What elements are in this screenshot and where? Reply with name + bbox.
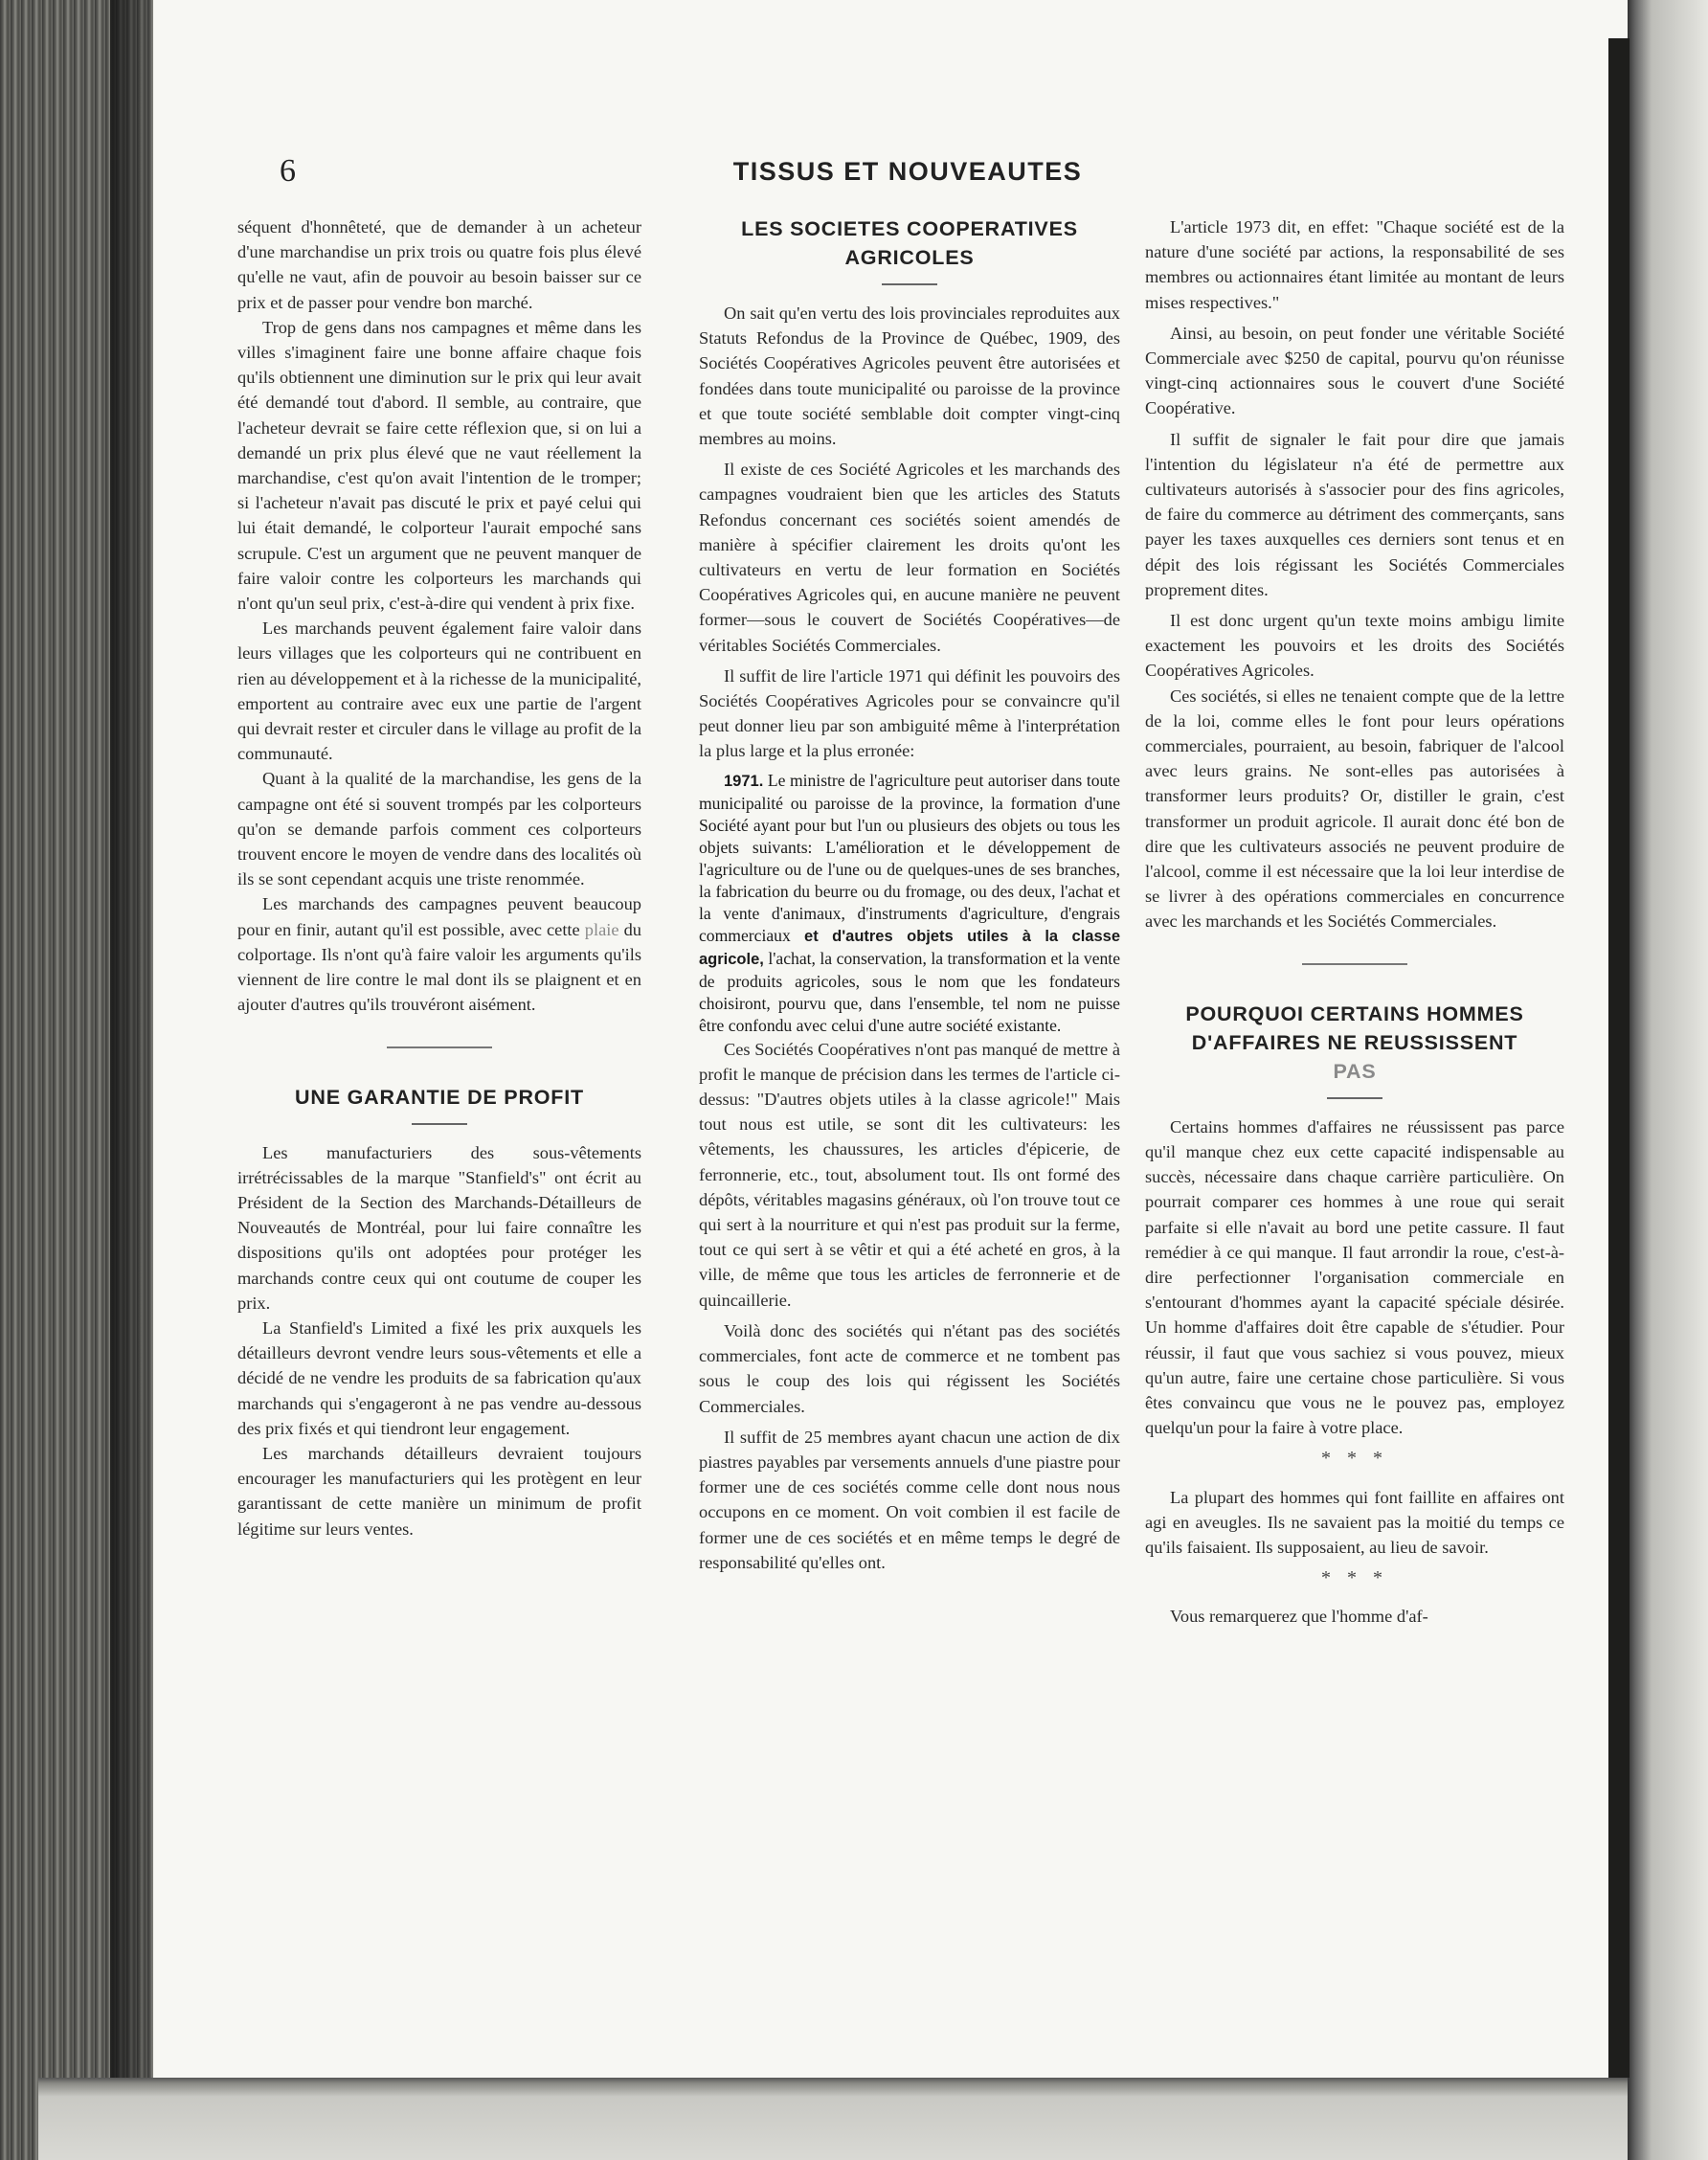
text-span: Le ministre de l'agriculture peut autoriser dans toute municipalité ou paroisse de la province, la formation d'une Société ayant pour but l'un ou plusieurs des objets ou tous les objets suivants: L'amélioration et le développement de l'agriculture ou de l'une ou de quelques-unes de ses branches, la fabrication du beurre ou du fromage, ou des deux, l'achat et la vente d'animaux, d'instruments d'agriculture, d'engrais commerciaux (699, 770, 1120, 945)
article-number: 1971. (724, 772, 764, 790)
text-span: Les marchands des campagnes peuvent beaucoup pour en finir, autant qu'il est possible, avec cette (237, 894, 641, 939)
paragraph: La plupart des hommes qui font faillite en affaires ont agi en aveugles. Ils ne savaient pas la moitié du temps ce qu'ils faisaient. Ils supposaient, au lieu de savoir. (1145, 1487, 1564, 1557)
section-divider (387, 1046, 492, 1048)
article-heading-pourquoi-end: PAS (1333, 1059, 1377, 1083)
paragraph (237, 891, 641, 1017)
paragraph: L'article 1973 dit, en effet: "Chaque société est de la nature d'une société par actions, la responsabilité de ses membres ou actionnaires étant limitée au montant de leurs mises respectives." (1145, 217, 1564, 312)
bold-phrase: et d'autres objets utiles à la classe agricole, (699, 927, 1120, 968)
faint-word: plaie (584, 919, 619, 939)
column-right (1145, 214, 1564, 1630)
paragraph: La Stanfield's Limited a fixé les prix auxquels les détailleurs devront vendre leurs sous-vêtements et elle a décidé de ne vendre les produits de sa fabrication qu'aux marchands qui s'engageront à ne pas vendre au-dessous des prix fixés et qui tiendront leur engagement. (237, 1317, 641, 1438)
paragraph: Les marchands peuvent également faire valoir dans leurs villages que les colporteurs qui ne contribuent en rien au développement et à la richesse de la municipalité, emportent au contraire avec eux une partie de l'argent qui devrait rester et circuler dans le village au profit de la communauté. (237, 619, 641, 764)
paragraph: Ainsi, au besoin, on peut fonder une véritable Société Commerciale avec $250 de capital, pourvu qu'on réunisse vingt-cinq actionnaires sous le couvert d'une Société Coopérative. (1145, 323, 1564, 418)
text-span: du colportage. Ils n'ont qu'à faire valoir les arguments qu'ils viennent de lire contre le mal dont ils se plaignent et en ajouter d'autres qu'ils trouvéront aisément. (237, 919, 641, 1015)
binding-shadow (110, 0, 153, 2160)
paragraph: Les manufacturiers des sous-vêtements irrétrécissables de la marque "Stanfield's" ont écrit au Président de la Section des Marchands-Détailleurs de Nouveautés de Montréal, pour lui faire connaître les dispositions qu'ils ont adoptées pour protéger les marchands contre ceux qui ont coutume de couper les prix. (237, 1142, 641, 1313)
running-title: TISSUS ET NOUVEAUTES (732, 157, 1083, 186)
paragraph: séquent d'honnêteté, que de demander à un acheteur d'une marchandise un prix trois ou quatre fois plus élevé qu'elle ne vaut, afin de pouvoir au besoin baisser sur ce prix et de passer pour vendre bon marché. (237, 217, 641, 312)
paragraph: Il suffit de signaler le fait pour dire que jamais l'intention du législateur n'a été de permettre aux cultivateurs autorisés à s'associer pour des fins agricoles, de faire du commerce au détriment des commerçants, sans payer les taxes auxquelles ces derniers sont tenus et en dépit des lois régissant les Sociétés Commerciales proprement dites. (1145, 429, 1564, 599)
paragraph: On sait qu'en vertu des lois provinciales reproduites aux Statuts Refondus de la Province de Québec, 1909, des Sociétés Coopératives Agricoles peuvent être autorisées et fondées dans toute municipalité ou paroisse de la province et que toute société semblable doit compter vingt-cinq membres au moins. (699, 304, 1120, 449)
text-span: l'achat, la conservation, la transformation et la vente de produits agricoles, sous le nom que les fondateurs choisiront, pourvu que, dans l'ensemble, tel nom ne puisse être confondu avec celui d'une autre société existante. (699, 948, 1120, 1035)
paragraph: Vous remarquerez que l'homme d'af- (1170, 1607, 1428, 1627)
paragraph: Les marchands détailleurs devraient toujours encourager les manufacturiers qui les protègent en leur garantissant de cette manière un minimum de profit légitime sur leurs ventes. (237, 1443, 641, 1539)
page-number: 6 (280, 153, 296, 189)
law-article-quote (699, 770, 1120, 1037)
paragraph: Voilà donc des sociétés qui n'étant pas des sociétés commerciales, font acte de commerce et ne tombent pas sous le coup des lois qui régissent les Sociétés Commerciales. (699, 1320, 1120, 1416)
article-heading-garantie: UNE GARANTIE DE PROFIT (295, 1085, 584, 1109)
right-gutter-shadow (1608, 38, 1629, 2078)
paragraph: Quant à la qualité de la marchandise, les gens de la campagne ont été si souvent trompés par les colporteurs qu'on se demande parfois comment ces colporteurs trouvent encore le moyen de vendre dans des localités où ils se sont cependant acquis une triste renommée. (237, 769, 641, 889)
asterism-divider: * * * (1321, 1448, 1388, 1470)
right-page-edge (1628, 0, 1708, 2160)
column-left (237, 214, 641, 1541)
paragraph: Il existe de ces Société Agricoles et les marchands des campagnes voudraient bien que les articles des Statuts Refondus concernant ces sociétés soient amendés de manière à spécifier clairement les droits qu'ont les cultivateurs en vertu de leur formation en Sociétés Coopératives Agricoles qui, en aucune manière ne peuvent former—sous le couvert de Sociétés Coopératives—de véritables Sociétés Commerciales. (699, 460, 1120, 655)
article-heading-societes: LES SOCIETES COOPERATIVES AGRICOLES (741, 217, 1078, 269)
heading-rule (882, 283, 937, 285)
heading-rule (1327, 1097, 1382, 1099)
section-divider (1302, 963, 1407, 965)
paragraph: Ces sociétés, si elles ne tenaient compte que de la lettre de la loi, comme elles le font pour leurs opérations commerciales, pourraient, au besoin, fabriquer de l'alcool avec leurs grains. Ne sont-elles pas autorisées à transformer leurs produits? Or, distiller le grain, c'est transformer un produit agricole. Il aurait donc été bon de dire que les cultivateurs associés ne peuvent produire de l'alcool, comme il est nécessaire que la loi leur interdise de se livrer à des opérations commerciales en concurrence avec les marchands et les Sociétés Commerciales. (1145, 686, 1564, 932)
paragraph: Il suffit de lire l'article 1971 qui définit les pouvoirs des Sociétés Coopératives Agricoles pour se convaincre qu'il peut donner lieu par son ambiguité même à l'interprétation la plus large et la plus erronée: (699, 665, 1120, 761)
paragraph: Trop de gens dans nos campagnes et même dans les villes s'imaginent faire une bonne affaire chaque fois qu'ils obtiennent une diminution sur le prix qui leur avait été demandé tout d'abord. Il semble, au contraire, que l'acheteur devrait se faire cette réflexion que, si on lui a demandé un prix plus élevé que ne vaut réellement la marchandise, c'est qu'on avait l'intention de le tromper; si l'acheteur n'avait pas discuté le prix et payé celui qui lui était demandé, le colporteur l'aurait empoché sans scrupule. C'est un argument que ne peuvent manquer de faire valoir contre les colporteurs les marchands qui n'ont qu'un seul prix, c'est-à-dire qui vendent à prix fixe. (237, 317, 641, 614)
page-bottom-edge (38, 2078, 1708, 2160)
column-middle (699, 214, 1120, 1575)
article-heading-pourquoi: POURQUOI CERTAINS HOMMES D'AFFAIRES NE REUSSISSENT (1185, 1001, 1524, 1054)
heading-rule (412, 1123, 467, 1125)
paragraph: Certains hommes d'affaires ne réussissent pas parce qu'il manque chez eux cette capacité indispensable au succès, nécessaire dans chaque carrière particulière. On pourrait comparer ces hommes à une roue qui serait parfaite si elle n'avait au bord une petite cassure. Il faut remédier à ce qui manque. Il faut arrondir la roue, c'est-à-dire perfectionner l'organisation commerciale en s'entourant d'hommes ayant la capacité spéciale désirée. Un homme d'affaires doit être capable de s'étudier. Pour réussir, il faut que vous sachiez si vous pouvez, mieux qu'un autre, faire une certaine chose particulière. Si vous êtes convaincu que vous ne le pouvez pas, employez quelqu'un pour la faire à votre place. (1145, 1116, 1564, 1438)
page-header (280, 153, 1536, 201)
paragraph: Il est donc urgent qu'un texte moins ambigu limite exactement les pouvoirs et les droits des Sociétés Coopératives Agricoles. (1145, 611, 1564, 681)
asterism-divider: * * * (1321, 1567, 1388, 1589)
paragraph: Il suffit de 25 membres ayant chacun une action de dix piastres payables par versements annuels d'une piastre pour former une de ces sociétés comme celle dont nous nous occupons en ce moment. On voit combien il est facile de former une de ces sociétés et en même temps le degré de responsabilité qu'elles ont. (699, 1427, 1120, 1572)
paragraph: Ces Sociétés Coopératives n'ont pas manqué de mettre à profit le manque de précision dans les termes de l'article ci-dessus: "D'autres objets utiles à la classe agricole!" Mais tout nous est utile, se sont dit les cultivateurs: les vêtements, les chaussures, les articles d'épicerie, de ferronnerie, etc., tout, absolument tout. Ils ont formé des dépôts, véritables magasins généraux, où l'on trouve tout ce qui sert à la nourriture et qui n'est pas produit sur la ferme, tout ce qui sert à se vêtir et qui a été acheté en gros, à la ville, de même que tous les articles de ferronnerie et de quincaillerie. (699, 1039, 1120, 1310)
